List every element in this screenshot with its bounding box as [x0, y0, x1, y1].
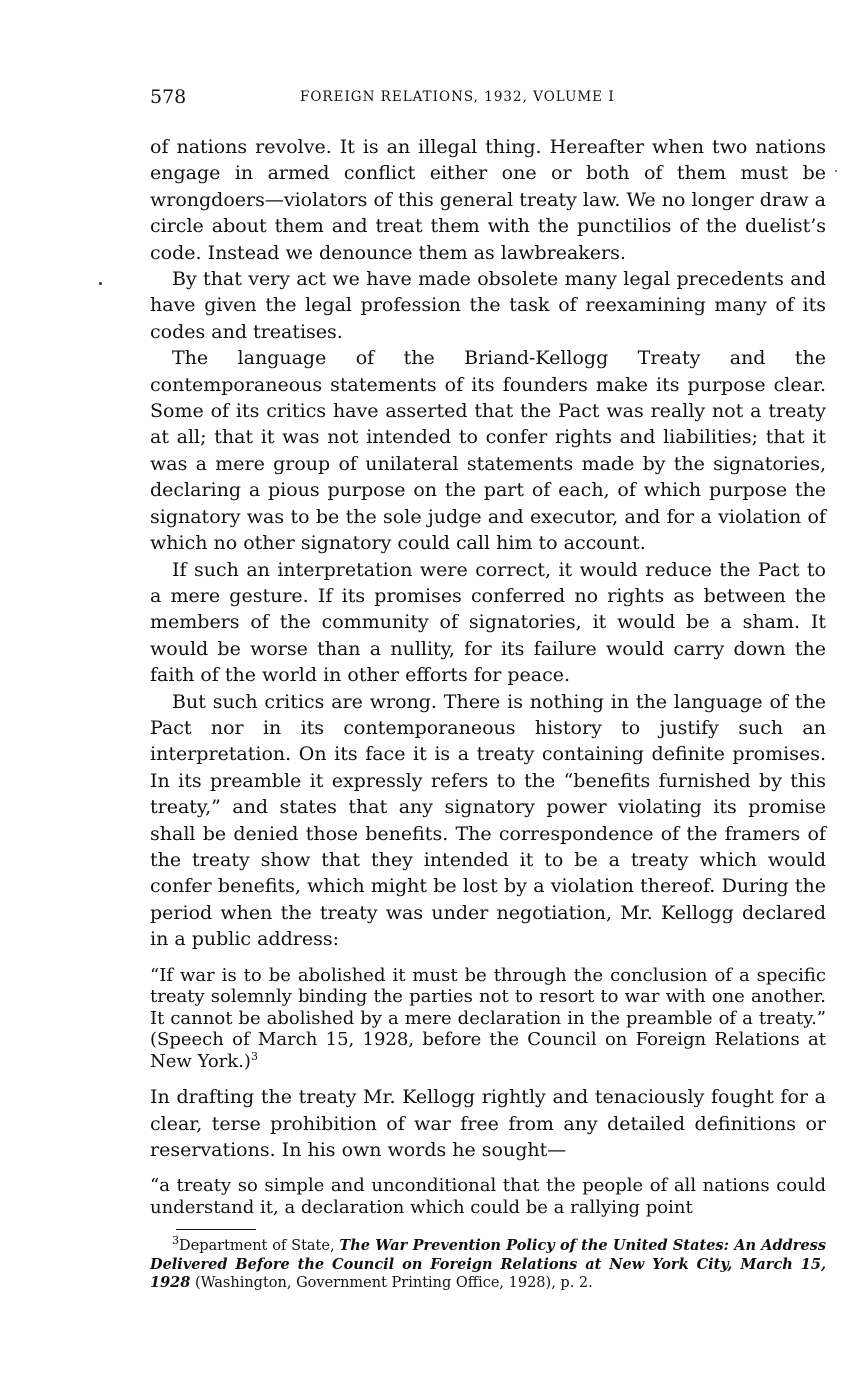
block-quote: “a treaty so simple and unconditional that the people of all nations could understand it, a declaration which could be a rallying point — [150, 1175, 826, 1218]
paragraph: But such critics are wrong. There is nothing in the language of the Pact nor in its contemporaneous history to justify such an interpretation. On its face it is a treaty containing definite promises. In its preamble it expressly refers to the “benefits furnished by this treaty,” and states that any signatory power violating its promise shall be denied those benefits. The correspondence of the framers of the treaty show that they intended it to be a treaty which would confer benefits, which might be lost by a violation thereof. During the period when the treaty was under negotiation, Mr. Kellogg declared in a public address: — [150, 690, 826, 951]
paragraph: If such an interpretation were correct, it would reduce the Pact to a mere gesture. If its promises conferred no rights as between the members of the community of signatories, it would be a sham. It would be worse than a nullity, for its failure would carry down the faith of the world in other efforts for peace. — [150, 558, 826, 687]
margin-mark — [99, 282, 102, 285]
footnote-prefix: Department of State, — [179, 1238, 340, 1254]
footnote — [150, 1234, 826, 1293]
footnote-divider — [176, 1229, 256, 1230]
page-header — [150, 86, 830, 112]
margin-mark — [835, 170, 837, 172]
page-number: 578 — [150, 86, 187, 108]
footnote-suffix: (Washington, Government Printing Office, 1928), p. 2. — [190, 1275, 593, 1291]
footnote-reference: 3 — [250, 1049, 258, 1063]
paragraph: In drafting the treaty Mr. Kellogg rightly and tenaciously fought for a clear, terse prohibition of war free from any detailed definitions or reservations. In his own words he sought— — [150, 1086, 826, 1161]
paragraph: of nations revolve. It is an illegal thing. Hereafter when two nations engage in armed conflict either one or both of them must be wrongdoers—violators of this general treaty law. We no longer draw a circle about them and treat them with the punctilios of the duelist’s code. Instead we denounce them as lawbreakers. — [150, 136, 826, 264]
page-body — [150, 134, 826, 1230]
block-quote — [150, 965, 826, 1073]
footnote-marker: 3 — [172, 1234, 179, 1248]
block-quote-text: “If war is to be abolished it must be through the conclusion of a specific treaty solemnly binding the parties not to resort to war with one another. It cannot be abolished by a mere declaration in the preamble of a treaty.” (Speech of March 15, 1928, before the Council on Foreign Relations at New York.) — [150, 964, 826, 1072]
footnote-title: The War Prevention Policy of the United States: An Address Delivered Before the Council on Foreign Relations at New York City, March 15, 1928 — [150, 1237, 826, 1291]
running-head: FOREIGN RELATIONS, 1932, VOLUME I — [300, 89, 615, 105]
paragraph: The language of the Briand-Kellogg Treaty and the contemporaneous statements of its founders make its purpose clear. Some of its critics have asserted that the Pact was really not a treaty at all; that it was not intended to confer rights and liabilities; that it was a mere group of unilateral statements made by the signatories, declaring a pious purpose on the part of each, of which purpose the signatory was to be the sole judge and executor, and for a violation of which no other signatory could call him to account. — [150, 347, 826, 555]
paragraph: By that very act we have made obsolete many legal precedents and have given the legal profession the task of reexamining many of its codes and treatises. — [150, 268, 826, 343]
